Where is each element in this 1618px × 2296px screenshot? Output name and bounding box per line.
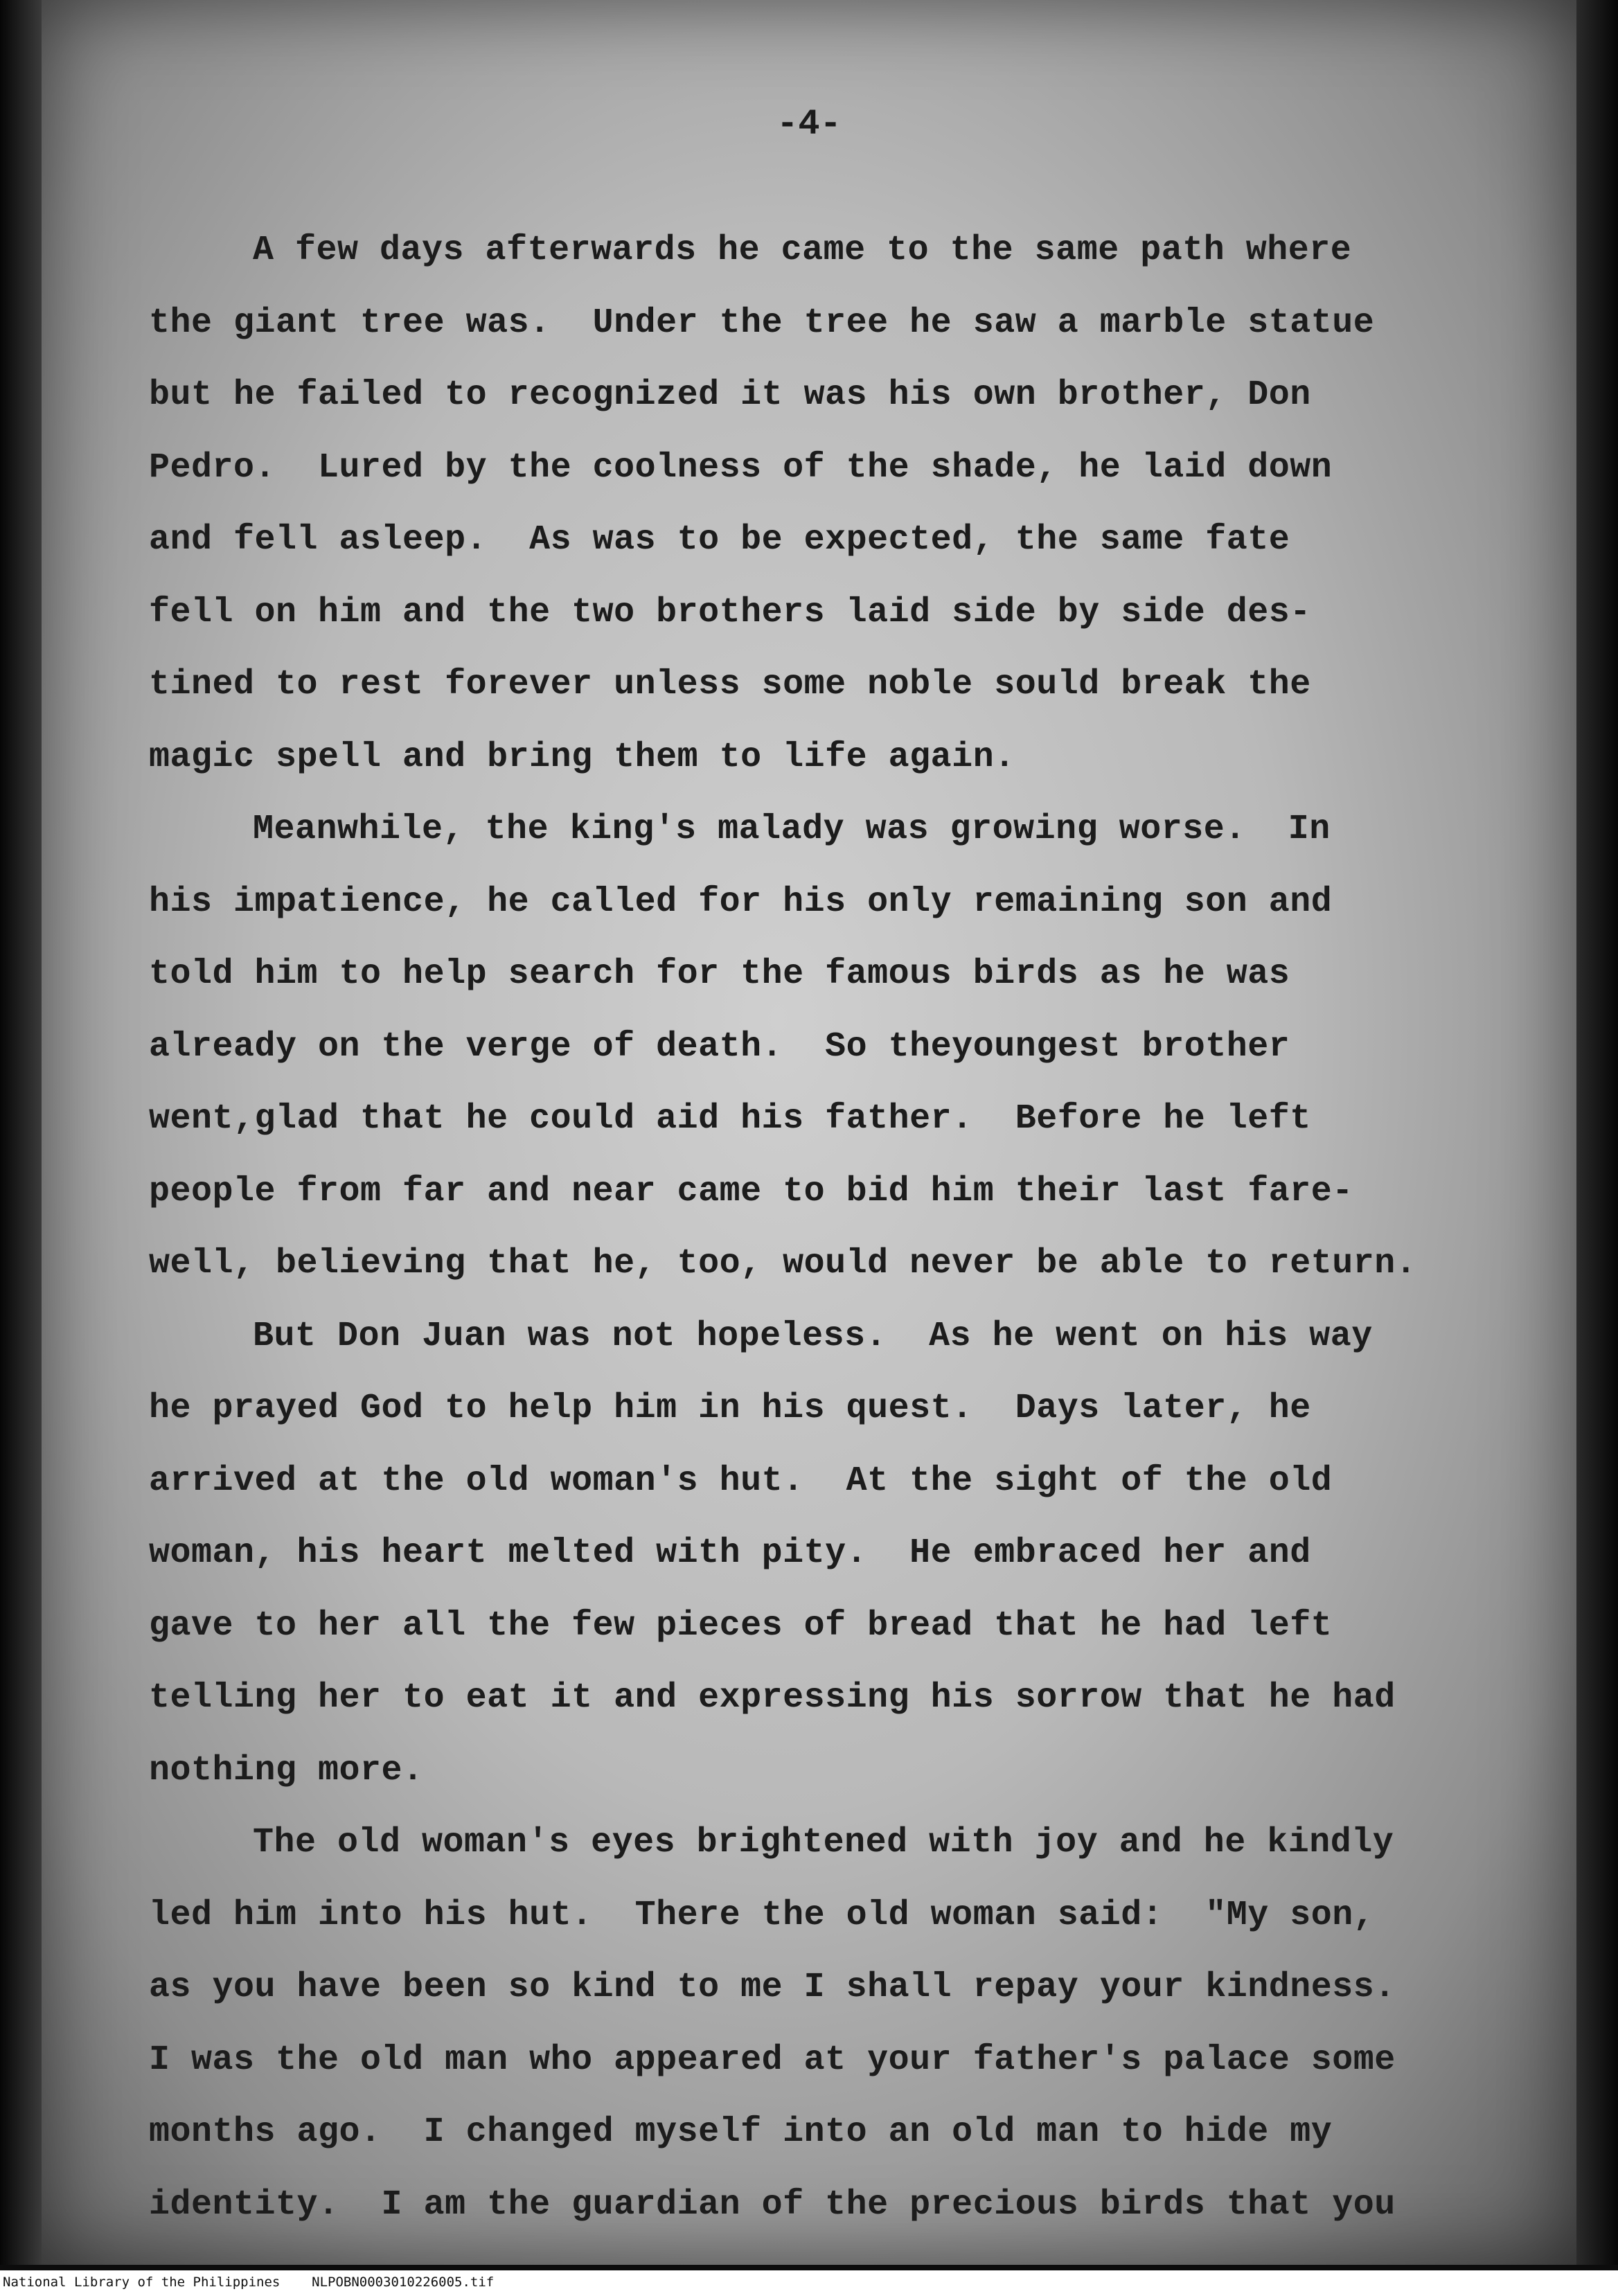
footer-file-name: NLPOBN0003010226005.tif — [312, 2275, 495, 2290]
text-line: magic spell and bring them to life again. — [149, 737, 1015, 777]
text-line: well, believing that he, too, would never be able to return. — [149, 1244, 1417, 1283]
text-line: told him to help search for the famous birds as he was — [149, 954, 1290, 994]
text-line: went,glad that he could aid his father. Before he left — [149, 1099, 1311, 1139]
text-line: led him into his hut. There the old woman said: "My son, — [149, 1895, 1375, 1935]
text-line: people from far and near came to bid him their last fare- — [149, 1171, 1353, 1211]
scan-footer-bar — [0, 2270, 1618, 2296]
text-line: nothing more. — [149, 1750, 424, 1790]
text-line: but he failed to recognized it was his own brother, Don — [149, 375, 1311, 415]
text-line: and fell asleep. As was to be expected, the same fate — [149, 520, 1290, 560]
footer-library-label: National Library of the Philippines — [3, 2275, 281, 2290]
text-line: gave to her all the few pieces of bread that he had left — [149, 1605, 1333, 1646]
text-line: telling her to eat it and expressing his sorrow that he had — [149, 1678, 1396, 1718]
text-line: he prayed God to help him in his quest. Days later, he — [149, 1389, 1311, 1428]
text-line: The old woman's eyes brightened with joy and he kindly — [253, 1823, 1394, 1862]
scan-left-border — [0, 0, 42, 2265]
text-line: I was the old man who appeared at your father's palace some — [149, 2040, 1396, 2080]
text-line: A few days afterwards he came to the same path where — [253, 231, 1352, 270]
text-line: the giant tree was. Under the tree he saw a marble statue — [149, 303, 1375, 343]
text-line: as you have been so kind to me I shall repay your kindness. — [149, 1968, 1396, 2007]
footer-caption — [3, 2275, 494, 2290]
scan-right-border — [1576, 0, 1618, 2265]
text-line: tined to rest forever unless some noble sould break the — [149, 665, 1311, 704]
text-line: his impatience, he called for his only remaining son and — [149, 882, 1333, 922]
page-number: -4- — [776, 104, 842, 145]
text-line: arrived at the old woman's hut. At the sight of the old — [149, 1461, 1333, 1501]
text-line: woman, his heart melted with pity. He embraced her and — [149, 1533, 1311, 1573]
text-line: But Don Juan was not hopeless. As he went on his way — [253, 1316, 1373, 1356]
text-line: months ago. I changed myself into an old man to hide my — [149, 2112, 1333, 2152]
text-line: fell on him and the two brothers laid side by side des- — [149, 592, 1311, 632]
typewritten-body — [149, 215, 1506, 2241]
text-line: already on the verge of death. So theyoungest brother — [149, 1026, 1290, 1067]
text-line: Meanwhile, the king's malady was growing worse. In — [253, 810, 1331, 849]
text-line: identity. I am the guardian of the precious birds that you — [149, 2184, 1396, 2225]
text-line: Pedro. Lured by the coolness of the shade, he laid down — [149, 447, 1333, 488]
